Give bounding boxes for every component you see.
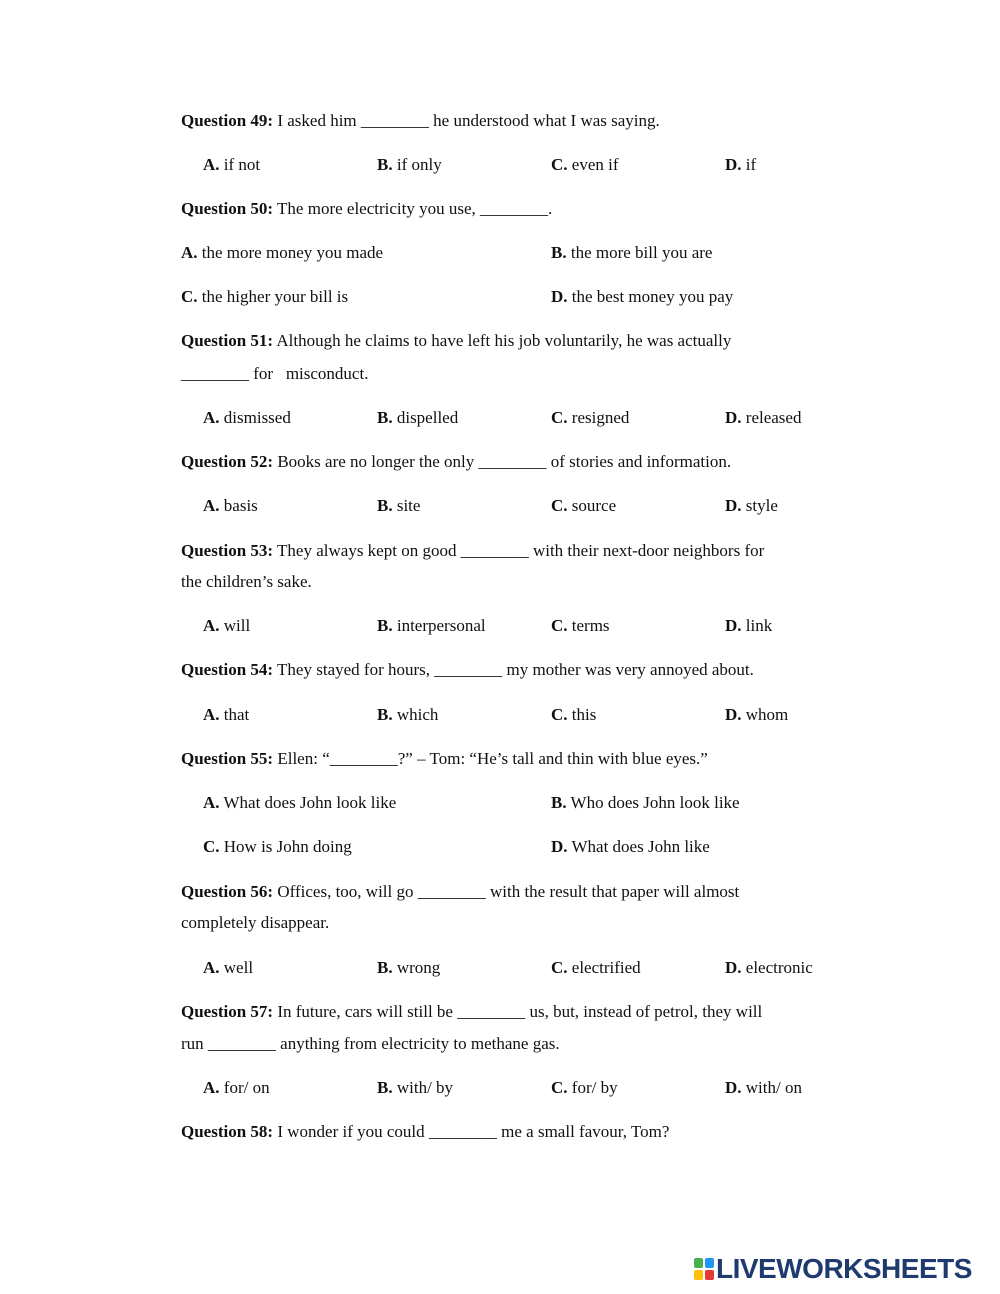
option-b[interactable]: B. the more bill you are [551,243,713,262]
question-50-options-row-1 [0,243,1000,267]
question-text: Books are no longer the only ________ of stories and information. [277,452,732,471]
question-57-stem-continued: run ________ anything from electricity to methane gas. [181,1034,560,1053]
question-label: Question 51: [181,331,274,350]
option-b[interactable]: B. if only [377,155,442,174]
option-b[interactable]: B. wrong [377,958,441,977]
question-53-options [0,616,1000,640]
question-label: Question 54: [181,660,274,679]
option-a[interactable]: A. basis [203,496,258,515]
option-c[interactable]: C. the higher your bill is [181,287,349,306]
question-label: Question 53: [181,541,274,560]
option-a[interactable]: A. that [203,705,250,724]
question-49-stem [181,111,660,131]
option-b[interactable]: B. dispelled [377,408,459,427]
option-c[interactable]: C. terms [551,616,610,635]
option-b[interactable]: B. which [377,705,439,724]
option-c[interactable]: C. for/ by [551,1078,618,1097]
question-56-stem [181,882,739,902]
question-text: Ellen: “________?” – Tom: “He’s tall and thin with blue eyes.” [277,749,708,768]
question-label: Question 57: [181,1002,274,1021]
question-58-stem [181,1122,669,1142]
question-55-options-row-1 [0,793,1000,817]
question-54-options [0,705,1000,729]
question-56-options [0,958,1000,982]
question-52-stem [181,452,731,472]
option-c[interactable]: C. electrified [551,958,641,977]
option-a[interactable]: A. if not [203,155,261,174]
question-text: They stayed for hours, ________ my mother was very annoyed about. [277,660,754,679]
option-d[interactable]: D. if [725,155,757,174]
option-d[interactable]: D. the best money you pay [551,287,734,306]
option-d[interactable]: D. electronic [725,958,813,977]
option-a[interactable]: A. dismissed [203,408,291,427]
question-label: Question 55: [181,749,274,768]
question-53-stem-continued: the children’s sake. [181,572,312,591]
question-text: Offices, too, will go ________ with the result that paper will almost [277,882,740,901]
option-b[interactable]: B. Who does John look like [551,793,740,812]
option-d[interactable]: D. whom [725,705,789,724]
option-c[interactable]: C. even if [551,155,619,174]
question-label: Question 49: [181,111,274,130]
option-a[interactable]: A. What does John look like [203,793,397,812]
question-label: Question 58: [181,1122,274,1141]
question-label: Question 50: [181,199,274,218]
option-d[interactable]: D. style [725,496,778,515]
option-d[interactable]: D. link [725,616,773,635]
liveworksheets-logo [694,1253,990,1285]
option-a[interactable]: A. for/ on [203,1078,270,1097]
question-text: They always kept on good ________ with their next-door neighbors for [277,541,765,560]
question-51-stem [181,331,731,351]
option-a[interactable]: A. the more money you made [181,243,384,262]
question-label: Question 56: [181,882,274,901]
logo-text: LIVEWORKSHEETS [716,1253,972,1284]
question-53-stem [181,541,764,561]
option-b[interactable]: B. interpersonal [377,616,486,635]
option-a[interactable]: A. will [203,616,251,635]
question-51-stem-continued: ________ for misconduct. [181,364,369,383]
option-b[interactable]: B. with/ by [377,1078,454,1097]
question-text: Although he claims to have left his job voluntarily, he was actually [276,331,732,350]
option-d[interactable]: D. released [725,408,802,427]
logo-mark-icon [694,1258,714,1280]
question-51-options [0,408,1000,432]
question-57-options [0,1078,1000,1102]
question-52-options [0,496,1000,520]
question-50-options-row-2 [0,287,1000,311]
question-54-stem [181,660,754,680]
question-text: I asked him ________ he understood what I was saying. [277,111,660,130]
question-56-stem-continued: completely disappear. [181,913,330,932]
question-text: The more electricity you use, ________. [277,199,553,218]
option-c[interactable]: C. How is John doing [203,837,352,856]
question-text: I wonder if you could ________ me a small favour, Tom? [277,1122,670,1141]
question-text: In future, cars will still be ________ us, but, instead of petrol, they will [277,1002,763,1021]
option-a[interactable]: A. well [203,958,254,977]
option-c[interactable]: C. this [551,705,597,724]
question-49-options [0,155,1000,179]
question-55-options-row-2 [0,837,1000,861]
option-c[interactable]: C. source [551,496,617,515]
option-d[interactable]: D. What does John like [551,837,710,856]
option-d[interactable]: D. with/ on [725,1078,802,1097]
option-c[interactable]: C. resigned [551,408,630,427]
question-label: Question 52: [181,452,274,471]
question-55-stem [181,749,708,769]
option-b[interactable]: B. site [377,496,421,515]
question-50-stem [181,199,552,219]
question-57-stem [181,1002,762,1022]
